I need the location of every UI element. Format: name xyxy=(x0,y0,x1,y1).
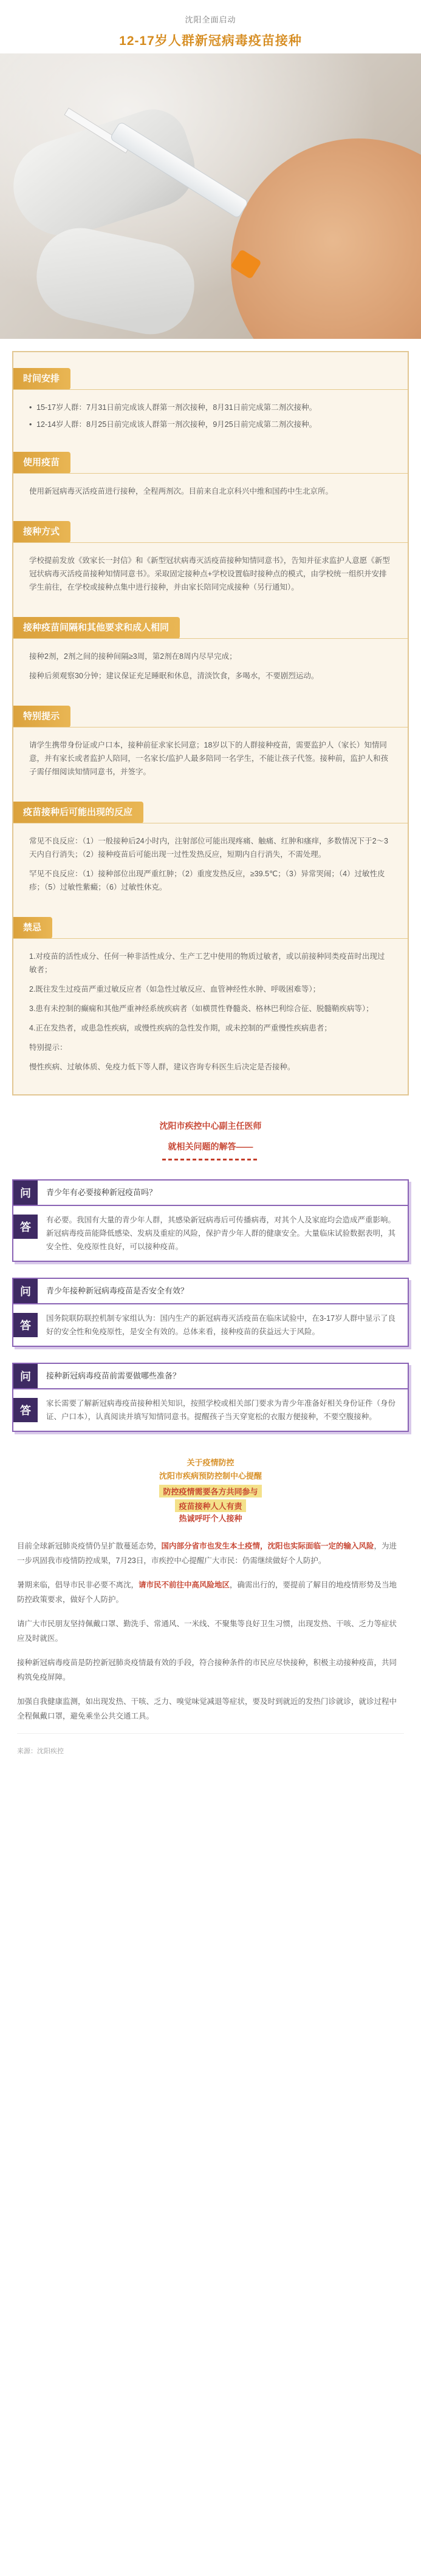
section-title: 疫苗接种后可能出现的反应 xyxy=(13,802,143,823)
section-paragraph: 使用新冠病毒灭活疫苗进行接种，全程两剂次。目前来自北京科兴中维和国药中生北京所。 xyxy=(29,487,334,496)
section-paragraph: 请学生携带身份证或户口本，接种前征求家长同意；18岁以下的人群接种疫苗，需要监护人（家长）知情同意，并有家长或者监护人陪同，一名家长/监护人最多陪同一名学生，不能让孩子代签。接种前，监护人和孩子需仔细阅读知情同意书，并签字。 xyxy=(29,741,388,776)
qa-block xyxy=(12,1363,409,1432)
section-notice xyxy=(23,692,395,788)
answer-text: 国务院联防联控机制专家组认为：国内生产的新冠病毒灭活疫苗在临床试验中，在3-17岁人群中显示了良好的安全性和免疫原性，是安全有效的。总体来看，接种疫苗的获益远大于风险。 xyxy=(46,1314,396,1336)
question-text: 青少年接种新冠病毒疫苗是否安全有效？ xyxy=(46,1286,189,1295)
section-title: 时间安排 xyxy=(13,368,70,390)
article-paragraph: 请广大市民朋友坚持佩戴口罩、勤洗手、常通风、一米线、不聚集等良好卫生习惯，出现发热、干咳、乏力等症状应及时就医。 xyxy=(17,1620,397,1643)
article-body xyxy=(0,1525,421,1723)
section-interval xyxy=(23,604,395,692)
section-paragraph: 罕见不良反应：（1）接种部位出现严重红肿；（2）重度发热反应，≥39.5℃；（3）异常哭闹；（4）过敏性皮疹；（5）过敏性紫癜；（6）过敏性休克。 xyxy=(29,870,385,891)
article-paragraph: 加强自我健康监测，如出现发热、干咳、乏力、嗅觉味觉减退等症状，要及时到就近的发热门诊就诊，就诊过程中全程佩戴口罩，避免乘坐公共交通工具。 xyxy=(17,1697,397,1720)
article-header xyxy=(0,0,421,53)
section-title: 接种方式 xyxy=(13,521,70,543)
closing-line1: 关于疫情防控 xyxy=(187,1458,234,1467)
section-paragraph: 接种后须观察30分钟；建议保证充足睡眠和休息，清淡饮食，多喝水，不要剧烈运动。 xyxy=(29,672,319,680)
qa-block xyxy=(12,1179,409,1262)
section-paragraph: 接种2剂，2剂之间的接种间隔≥3周，第2剂在8周内尽早完成； xyxy=(29,652,237,661)
section-method xyxy=(23,508,395,604)
section-item: • 15-17岁人群：7月31日前完成该人群第一剂次接种，8月31日前完成第二剂次接种。 xyxy=(29,401,392,414)
section-title: 使用疫苗 xyxy=(13,452,70,474)
header-subtitle: 沈阳全面启动 xyxy=(185,15,236,24)
closing-line2: 沈阳市疾病预防控制中心提醒 xyxy=(159,1471,262,1481)
section-title: 禁忌 xyxy=(13,917,52,939)
section-paragraph: 常见不良反应：（1）一般接种后24小时内，注射部位可能出现疼痛、触痛、红肿和瘙痒，多数情况下于2～3天内自行消失；（2）接种疫苗后可能出现一过性发热反应，短期内自行消失，不需处理。 xyxy=(29,837,389,859)
article-paragraph: 暑期来临，倡导市民非必要不离沈，请市民不前往中高风险地区，确需出行的，要提前了解目的地疫情形势及当地防控政策要求，做好个人防护。 xyxy=(17,1581,397,1604)
question-badge-icon: 问 xyxy=(13,1181,38,1205)
qa-heading xyxy=(0,1095,421,1164)
section-time xyxy=(23,355,395,438)
answer-badge-icon: 答 xyxy=(13,1398,38,1422)
section-paragraph: 学校提前发放《致家长一封信》和《新型冠状病毒灭活疫苗接种知情同意书》，告知并征求监护人意愿《新型冠状病毒灭活疫苗接种知情同意书》。采取固定接种点+学校设置临时接种点的模式，由学校统一组织并安排学生前往，在学校或接种点集中进行接种，并由家长陪同完成接种（另行通知）。 xyxy=(29,556,390,591)
source-footer: 来源：沈阳疾控 xyxy=(17,1733,404,1780)
section-paragraph: 4.正在发热者，或患急性疾病，或慢性疾病的急性发作期，或未控制的严重慢性疾病患者； xyxy=(29,1024,332,1032)
qa-block xyxy=(12,1278,409,1347)
section-paragraph: 慢性疾病、过敏体质、免疫力低下等人群，建议咨询专科医生后决定是否接种。 xyxy=(29,1063,295,1071)
qa-heading-divider xyxy=(162,1159,259,1160)
qa-heading-line2: 就相关问题的解答—— xyxy=(168,1142,253,1151)
question-badge-icon: 问 xyxy=(13,1279,38,1303)
section-title: 接种疫苗间隔和其他要求和成人相同 xyxy=(13,617,180,639)
article-paragraph: 接种新冠病毒疫苗是防控新冠肺炎疫情最有效的手段，符合接种条件的市民应尽快接种，积极主动接种疫苗，共同构筑免疫屏障。 xyxy=(17,1658,397,1682)
closing-highlight: 防控疫情需要各方共同参与 xyxy=(159,1485,261,1498)
section-contraindications xyxy=(23,904,395,1083)
section-item: • 12-14岁人群：8月25日前完成该人群第一剂次接种，9月25日前完成第二剂次接种。 xyxy=(29,418,392,431)
qa-heading-line1: 沈阳市疾控中心副主任医师 xyxy=(159,1121,262,1131)
section-paragraph: 3.患有未控制的癫痫和其他严重神经系统疾病者（如横贯性脊髓炎、格林巴利综合征、脱髓鞘疾病等）； xyxy=(29,1004,374,1013)
answer-badge-icon: 答 xyxy=(13,1215,38,1239)
question-text: 接种新冠病毒疫苗前需要做哪些准备？ xyxy=(46,1371,181,1380)
section-vaccine xyxy=(23,438,395,508)
answer-text: 有必要。我国有大量的青少年人群，其感染新冠病毒后可传播病毒，对其个人及家庭均会造成严重影响。新冠病毒疫苗能降低感染、发病及重症的风险，保护青少年人群的健康安全。大量临床试验数据表明，其安全性、免疫原性良好，可以接种疫苗。 xyxy=(46,1216,396,1251)
closing-highlight: 疫苗接种人人有责 xyxy=(175,1499,245,1512)
info-card xyxy=(12,355,409,1083)
article-paragraph: 目前全球新冠肺炎疫情仍呈扩散蔓延态势，国内部分省市也发生本土疫情，沈阳也实际面临一定的输入风险，为进一步巩固我市疫情防控成果，7月23日，市疾控中心提醒广大市民：仍需继续做好个人防护。 xyxy=(17,1542,397,1565)
card-frame-bottom xyxy=(12,1083,409,1095)
answer-badge-icon: 答 xyxy=(13,1313,38,1337)
section-reactions xyxy=(23,788,395,904)
hero-vaccination-photo xyxy=(0,53,421,339)
answer-text: 家长需要了解新冠病毒疫苗接种相关知识，按照学校或相关部门要求为青少年准备好相关身份证件（身份证、户口本），认真阅读并填写知情同意书。提醒孩子当天穿宽松的衣服方便接种，不要空腹接种。 xyxy=(46,1399,396,1421)
section-title: 特别提示 xyxy=(13,706,70,727)
question-text: 青少年有必要接种新冠疫苗吗？ xyxy=(46,1188,157,1197)
question-badge-icon: 问 xyxy=(13,1364,38,1388)
closing-line3: 热诚呼吁个人接种 xyxy=(179,1514,242,1523)
section-paragraph: 1.对疫苗的活性成分、任何一种非活性成分、生产工艺中使用的物质过敏者，或以前接种同类疫苗时出现过敏者； xyxy=(29,952,385,974)
header-title: 12-17岁人群新冠病毒疫苗接种 xyxy=(119,34,302,48)
section-paragraph: 2.既往发生过疫苗严重过敏反应者（如急性过敏反应、血管神经性水肿、呼吸困难等）； xyxy=(29,985,321,993)
closing-banner xyxy=(0,1432,421,1525)
section-paragraph: 特别提示： xyxy=(29,1043,67,1052)
